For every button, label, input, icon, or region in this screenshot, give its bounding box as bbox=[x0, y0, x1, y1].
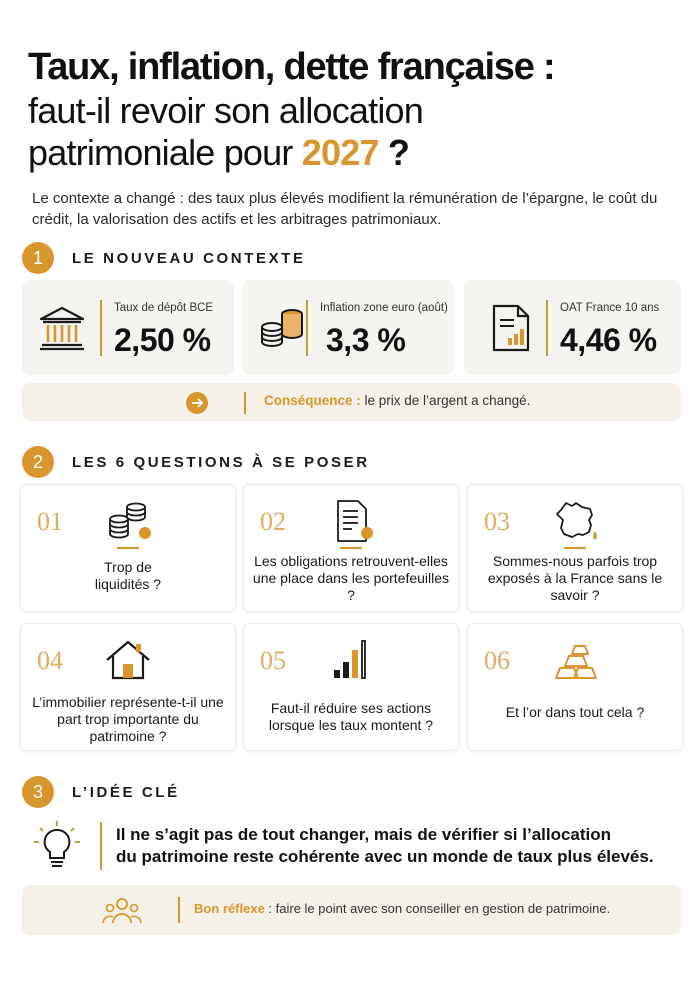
question-card bbox=[20, 484, 236, 612]
house-icon bbox=[103, 638, 153, 682]
coins-stack-icon bbox=[103, 499, 153, 543]
key-idea-line-2: du patrimoine reste cohérente avec un monde de taux plus élevés. bbox=[116, 847, 654, 866]
question-underline bbox=[564, 547, 586, 549]
consequence-text bbox=[264, 393, 530, 408]
reflex-label: Bon réflexe bbox=[194, 901, 265, 916]
title-line-2: faut-il revoir son allocation bbox=[28, 90, 424, 131]
title-question-mark: ? bbox=[378, 132, 410, 173]
stat-divider bbox=[546, 300, 548, 356]
key-idea-line-1: Il ne s’agit pas de tout changer, mais de vérifier si l’allocation bbox=[116, 825, 612, 844]
intro-text: Le contexte a changé : des taux plus élevés modifient la rémunération de l’épargne, le coût du crédit, la valorisation des actifs et les arbitrages patrimoniaux. bbox=[32, 190, 658, 228]
question-text: Les obligations retrouvent-elles une place dans les portefeuilles ? bbox=[252, 553, 450, 603]
stat-card-oat bbox=[464, 280, 681, 375]
title-line-1: Taux, inflation, dette française : bbox=[28, 46, 555, 88]
document-chart-icon bbox=[484, 302, 536, 354]
question-card bbox=[467, 623, 683, 751]
stat-caption: Inflation zone euro (août) bbox=[320, 302, 448, 314]
section-3-number: 3 bbox=[22, 776, 54, 808]
question-number: 02 bbox=[260, 507, 286, 536]
stat-divider bbox=[100, 300, 102, 356]
question-text: Trop de liquidités ? bbox=[94, 559, 162, 592]
question-text: Sommes-nous parfois trop exposés à la France sans le savoir ? bbox=[487, 553, 663, 603]
question-number: 03 bbox=[484, 507, 510, 536]
bar-chart-icon bbox=[326, 638, 376, 682]
stat-card-inflation bbox=[242, 280, 454, 375]
title-line-3-prefix: patrimoniale pour bbox=[28, 132, 302, 173]
title-year: 2027 bbox=[301, 132, 379, 173]
coins-icon bbox=[256, 302, 308, 354]
key-idea-text bbox=[116, 824, 686, 868]
stat-value: 4,46 % bbox=[560, 322, 657, 358]
section-2-header bbox=[22, 445, 370, 479]
question-card bbox=[243, 623, 459, 751]
question-number: 04 bbox=[37, 646, 63, 675]
question-number: 05 bbox=[260, 646, 286, 675]
france-map-icon bbox=[550, 499, 600, 543]
page-title bbox=[28, 44, 678, 174]
question-number: 06 bbox=[484, 646, 510, 675]
section-1-header bbox=[22, 241, 306, 275]
question-text: Et l’or dans tout cela ? bbox=[505, 704, 645, 720]
question-underline bbox=[340, 547, 362, 549]
question-card bbox=[243, 484, 459, 612]
stat-value: 2,50 % bbox=[114, 322, 211, 358]
section-2-label: LES 6 QUESTIONS À SE POSER bbox=[72, 453, 370, 471]
stat-caption: OAT France 10 ans bbox=[560, 302, 660, 314]
people-icon bbox=[102, 897, 142, 925]
question-text: L’immobilier représente-t-il une part trop importante du patrimoine ? bbox=[32, 694, 224, 744]
question-text: Faut-il réduire ses actions lorsque les taux montent ? bbox=[268, 700, 434, 733]
title-line-3 bbox=[28, 132, 678, 174]
stat-card-bce bbox=[22, 280, 234, 375]
key-idea-divider bbox=[100, 822, 102, 870]
section-3-header bbox=[22, 775, 180, 809]
bank-icon bbox=[36, 302, 88, 354]
question-card bbox=[20, 623, 236, 751]
reflex-divider bbox=[178, 897, 180, 923]
question-card bbox=[467, 484, 683, 612]
lightbulb-icon bbox=[32, 820, 82, 872]
reflex-banner bbox=[22, 885, 681, 935]
consequence-banner bbox=[22, 383, 681, 421]
gold-bars-icon bbox=[550, 638, 600, 682]
section-1-label: LE NOUVEAU CONTEXTE bbox=[72, 249, 306, 267]
stat-value: 3,3 % bbox=[326, 322, 406, 358]
reflex-body: : faire le point avec son conseiller en gestion de patrimoine. bbox=[264, 901, 611, 916]
arrow-right-icon bbox=[186, 392, 208, 414]
section-1-number: 1 bbox=[22, 242, 54, 274]
document-icon bbox=[326, 499, 376, 543]
stat-caption: Taux de dépôt BCE bbox=[114, 302, 214, 314]
section-3-label: L’IDÉE CLÉ bbox=[72, 783, 180, 801]
question-underline bbox=[117, 547, 139, 549]
section-2-number: 2 bbox=[22, 446, 54, 478]
consequence-label: Conséquence : bbox=[264, 393, 361, 408]
stat-divider bbox=[306, 300, 308, 356]
question-number: 01 bbox=[37, 507, 63, 536]
reflex-text bbox=[194, 901, 610, 916]
banner-divider bbox=[244, 392, 246, 414]
consequence-body: le prix de l’argent a changé. bbox=[360, 393, 531, 408]
